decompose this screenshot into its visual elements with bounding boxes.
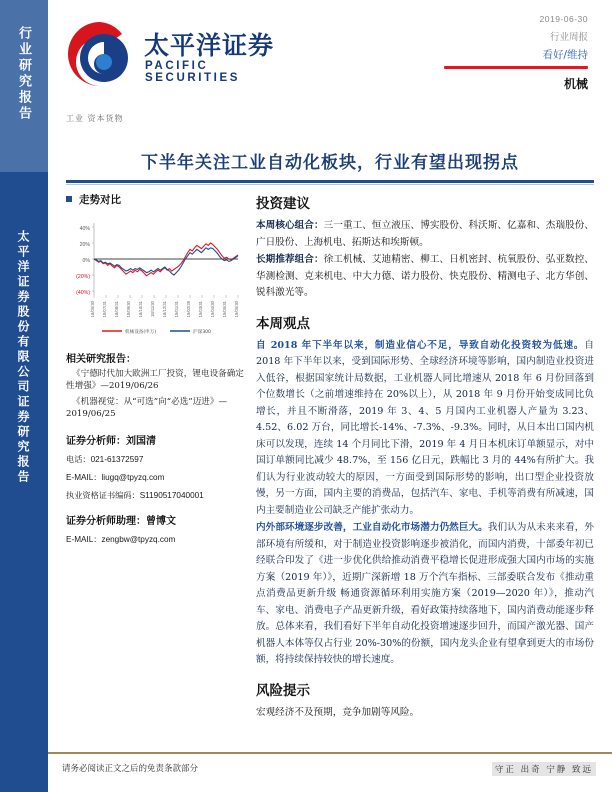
- analyst-email[interactable]: E-MAIL：liugq@tpyzq.com: [66, 472, 165, 482]
- svg-text:19/06/30: 19/06/30: [234, 301, 239, 318]
- svg-text:19/02/28: 19/02/28: [186, 301, 191, 318]
- sidebar-bottom-label: 太平洋证券股份有限公司证券研究报告: [16, 230, 30, 485]
- svg-text:(40%): (40%): [76, 290, 90, 296]
- page-content: [48, 0, 612, 792]
- view-paragraph-2: [256, 520, 594, 669]
- svg-text:18/07/31: 18/07/31: [102, 301, 107, 318]
- chart-section-title: 走势对比: [79, 194, 121, 206]
- report-type: 行业周报: [549, 32, 588, 43]
- svg-text:机械设备(申万): 机械设备(申万): [125, 330, 157, 335]
- footer-slogan: 守正 出奇 宁静 致远: [492, 762, 596, 776]
- core-portfolio-label: 本周核心组合：: [256, 220, 324, 231]
- svg-text:0%: 0%: [82, 258, 90, 264]
- header-red-rule: [444, 66, 588, 69]
- core-portfolio-paragraph: [256, 218, 594, 251]
- related-report-item[interactable]: 《宁德时代加大欧洲工厂投资，锂电设备确定性增强》—2019/06/26: [66, 369, 244, 392]
- svg-text:19/04/30: 19/04/30: [210, 301, 215, 318]
- analyst-phone: 电话：021-61372597: [66, 454, 144, 464]
- view-paragraph-1-text: 自 2018 年下半年以来，受到国际形势、全球经济环境等影响，国内制造业投资进入低谷，根据国家统计局数据，工业机器人同比增速从 2018 年 6 月份回落到个位数增长（之前增速维持在 20%以上），从 2018 年 9 月份开始变成同比负增长，并且不断滑落，2019 年 3、4、5 月国内工业机器人产量为 3.23、4.52、6.02 万台，同比增长-14%、-7.3%、-9.3%。同时，从日本出口国内机床可以发现，连续 14 个月同比下滑，2019 年 4 月日本机床订单额显示，对中国订单额同比减少 48.7%，至 156 亿日元，跌幅比 3 月的 44%有所扩大。我们认为行业波动较大的原因，一方面受到国际形势的影响，出口型企业投资放慢，另一方面，国内主要的消费品，包括汽车、家电、手机等消费有所减速，国内主要制造业公司缺乏产能扩张动力。: [256, 339, 594, 516]
- related-reports-title: 相关研究报告：: [66, 354, 136, 365]
- bullet-square-icon: [66, 196, 72, 202]
- svg-text:18/06/30: 18/06/30: [90, 301, 95, 318]
- weekly-view-heading: 本周观点: [256, 315, 310, 332]
- long-term-portfolio-paragraph: [256, 252, 594, 302]
- logo-chinese-name: 太平洋证券: [144, 31, 275, 60]
- svg-text:(20%): (20%): [76, 274, 90, 280]
- view-paragraph-2-text: 我们认为从未来来看，外部环境有所缓和，对于制造业投资影响逐步被消化，而国内消费，十部委年初已经联合印发了《进一步优化供给推动消费平稳增长促进形成强大国内市场的实施方案（2019 年）》，近期广深新增 18 万个汽车指标、三部委联合发布《推动重点消费品更新升级 畅通资源循环利用实施方案（2019—2020 年）》，推动汽车、家电、消费电子产品更新升级，看好政策持续落地下，国内消费动能逐步释放。总体来看，我们看好下半年自动化投资增速逐步回升，而国产激光器、国产机器人本体等仅占行业 20%-30%的份额，国内龙头企业有望拿到更大的市场份额，将持续保持较快的增长速度。: [256, 522, 595, 665]
- svg-text:18/10/31: 18/10/31: [138, 301, 143, 318]
- long-term-portfolio-label: 长期推荐组合：: [256, 254, 324, 265]
- rating-badge: 看好/维持: [542, 49, 588, 61]
- analyst-title: 证券分析师：刘国清: [66, 435, 156, 447]
- assistant-email[interactable]: E-MAIL：zengbw@tpyzq.com: [66, 534, 176, 544]
- svg-text:19/03/31: 19/03/31: [198, 301, 203, 318]
- svg-text:19/05/31: 19/05/31: [222, 301, 227, 318]
- chart-svg: [66, 215, 246, 340]
- footer-divider: [48, 752, 612, 754]
- sidebar-top-band: [0, 0, 48, 172]
- svg-text:沪深300: 沪深300: [193, 330, 211, 335]
- investment-advice-heading: 投资建议: [256, 196, 310, 212]
- related-report-item[interactable]: 《机器视觉：从“可选”向“必选”迈进》—2019/06/25: [66, 396, 228, 420]
- chart-section-header: [66, 192, 246, 207]
- pacific-securities-logo-icon: [64, 18, 136, 90]
- svg-text:18/11/30: 18/11/30: [150, 301, 155, 317]
- svg-text:18/09/30: 18/09/30: [126, 301, 131, 318]
- trend-comparison-chart: [66, 215, 246, 340]
- left-column: [66, 192, 246, 545]
- industry-tags: 工业 资本货物: [66, 114, 124, 123]
- svg-text:20%: 20%: [79, 242, 90, 248]
- long-term-portfolio-text: 徐工机械、艾迪精密、柳工、日机密封、杭氧股份、弘亚数控、华测检测、克来机电、中大力德、诺力股份、快克股份、精测电子、北方华创、锐科激光等。: [256, 254, 595, 298]
- sidebar-top-label: 行业研究报告: [16, 26, 31, 122]
- svg-text:19/01/31: 19/01/31: [174, 301, 179, 318]
- svg-text:18/08/31: 18/08/31: [114, 301, 119, 318]
- sidebar-bottom-band: [0, 172, 48, 792]
- page-title: 下半年关注工业自动化板块，行业有望出现拐点: [141, 153, 519, 173]
- svg-text:40%: 40%: [79, 226, 90, 232]
- company-logo: [64, 18, 304, 90]
- analyst-license: 执业资格证书编码：S1190517040001: [66, 490, 204, 500]
- logo-english-name: PACIFIC SECURITIES: [145, 60, 241, 84]
- risk-text: 宏观经济不及预期，竞争加剧等风险。: [256, 706, 420, 718]
- header-meta: [388, 14, 588, 92]
- title-divider-thin: [66, 184, 594, 185]
- risk-heading: 风险提示: [256, 682, 310, 699]
- title-divider-thick: [66, 180, 594, 183]
- core-portfolio-text: 三一重工、恒立液压、博实股份、科沃斯、亿嘉和、杰瑞股份、广日股份、上海机电、拓斯达和埃斯顿。: [256, 220, 595, 248]
- footer-disclaimer: 请务必阅读正文之后的免责条款部分: [62, 764, 199, 774]
- right-column: [256, 192, 594, 722]
- view-paragraph-2-lead: 内外部环境逐步改善，工业自动化市场潜力仍然巨大。: [256, 522, 488, 533]
- view-paragraph-1: [256, 338, 594, 520]
- sector-label: 机械: [563, 77, 588, 91]
- view-paragraph-1-lead: 自 2018 年下半年以来，制造业信心不足，导致自动化投资较为低速。: [256, 339, 585, 351]
- report-date: 2019-06-30: [539, 14, 588, 24]
- svg-text:18/12/31: 18/12/31: [162, 301, 167, 318]
- assistant-title: 证券分析师助理：曾博文: [66, 515, 176, 527]
